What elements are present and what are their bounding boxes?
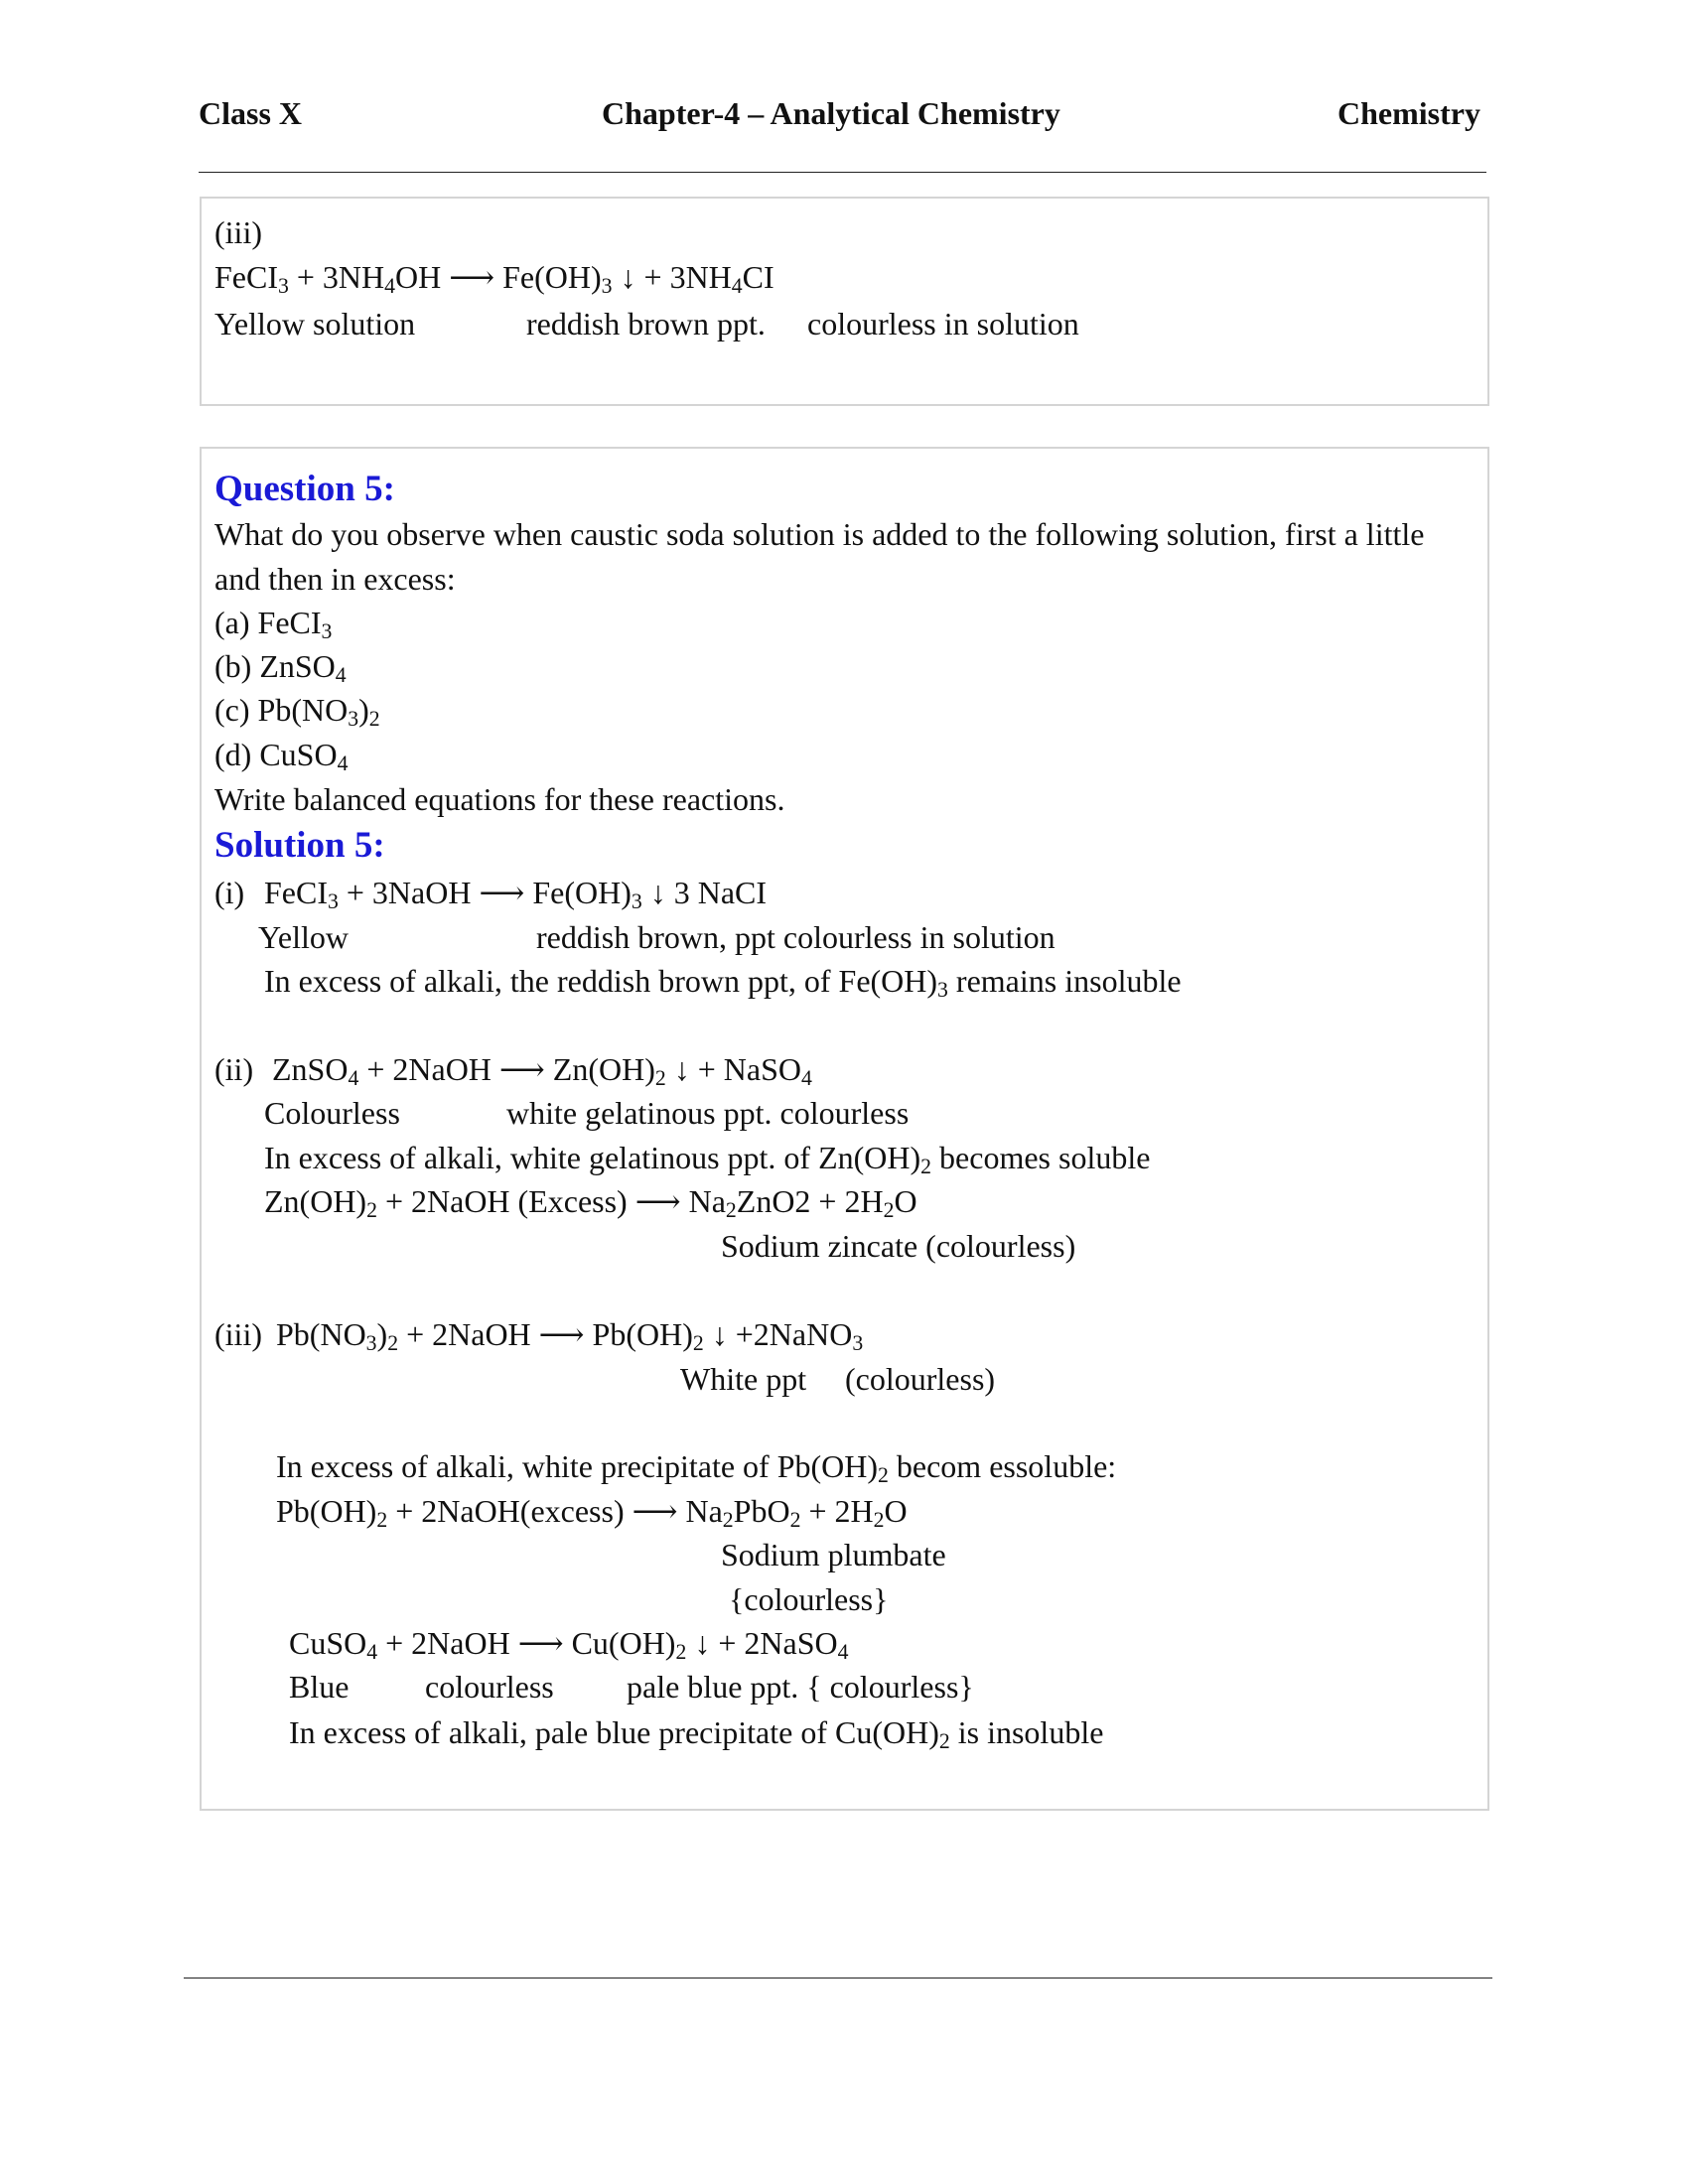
solution-heading: Solution 5: bbox=[214, 825, 385, 866]
product-note: {colourless} bbox=[729, 1581, 889, 1617]
question-text: and then in excess: bbox=[214, 561, 456, 597]
question-instruction: Write balanced equations for these reactions. bbox=[214, 781, 785, 817]
observation-note: White ppt bbox=[680, 1361, 807, 1397]
observation-note: Colourless bbox=[264, 1095, 400, 1131]
question-text: What do you observe when caustic soda solution is added to the following solution, first a little bbox=[214, 516, 1425, 552]
question-heading: Question 5: bbox=[214, 469, 395, 509]
observation-note: reddish brown, ppt colourless in solution bbox=[536, 919, 1055, 955]
observation-note: colourless in solution bbox=[807, 306, 1079, 341]
question-option-d: (d) CuSO$_4$ bbox=[214, 737, 349, 775]
question-option-a: (a) FeCI$_3$ bbox=[214, 605, 333, 643]
observation-note: Yellow solution bbox=[214, 306, 416, 341]
question-option-b: (b) ZnSO$_4$ bbox=[214, 648, 347, 687]
excess-observation: In excess of alkali, white gelatinous ppt. of $Zn(OH)_2$ becomes soluble bbox=[264, 1140, 1151, 1178]
observation-note: white gelatinous ppt. colourless bbox=[506, 1095, 910, 1131]
header-chapter: Chapter-4 – Analytical Chemistry bbox=[602, 95, 1060, 131]
equation-fecl3-naoh: FeCI$_3$ + 3NaOH ⟶ $Fe(OH)_3$ ↓ 3 NaCI bbox=[264, 875, 768, 913]
header-subject: Chemistry bbox=[1337, 95, 1480, 131]
excess-observation: In excess of alkali, pale blue precipitate of $Cu(OH)_2$ is insoluble bbox=[289, 1714, 1104, 1753]
equation-cuso4-naoh: CuSO$_4$ + 2NaOH ⟶ $Cu(OH)_2$ ↓ + 2NaSO$_4$ bbox=[289, 1625, 849, 1664]
excess-observation: In excess of alkali, white precipitate of $Pb(OH)_2$ becom essoluble: bbox=[276, 1448, 1117, 1487]
equation-lead-hydroxide-excess: $Pb(OH)_2$ + 2NaOH(excess) ⟶ $Na_2PbO_2 + 2H_2O$ bbox=[276, 1493, 908, 1532]
question-option-c: (c) $Pb(NO_3)_2$ bbox=[214, 692, 380, 731]
observation-note: colourless bbox=[425, 1669, 554, 1705]
previous-answer-box bbox=[200, 197, 1489, 406]
observation-note: (colourless) bbox=[845, 1361, 996, 1397]
observation-note: reddish brown ppt. bbox=[526, 306, 766, 341]
observation-note: Yellow bbox=[258, 919, 349, 955]
equation-fecl3-nh4oh: FeCI$_3$ + $3NH_4OH$ ⟶ $Fe(OH)_3$ ↓ + $3NH_4CI$ bbox=[214, 259, 774, 298]
product-name: Sodium zincate (colourless) bbox=[721, 1228, 1076, 1264]
part-label: (ii) bbox=[214, 1051, 254, 1087]
part-label: (iii) bbox=[214, 1316, 262, 1352]
equation-zinc-hydroxide-excess: $Zn(OH)_2$ + 2NaOH (Excess) ⟶ $Na_2ZnO2 + 2H_2O$ bbox=[264, 1183, 917, 1222]
part-label: (i) bbox=[214, 875, 245, 910]
equation-znso4-naoh: ZnSO$_4$ + 2NaOH ⟶ $Zn(OH)_2$ ↓ + NaSO$_4$ bbox=[272, 1051, 812, 1090]
header-rule bbox=[199, 172, 1486, 173]
part-label: (iii) bbox=[214, 214, 262, 250]
equation-lead-nitrate-naoh: $Pb(NO_3)_2$ + 2NaOH ⟶ $Pb(OH)_2$ ↓ +2NaNO$_3$ bbox=[276, 1316, 864, 1355]
observation-note: pale blue ppt. { colourless} bbox=[627, 1669, 974, 1705]
product-name: Sodium plumbate bbox=[721, 1537, 946, 1572]
excess-observation: In excess of alkali, the reddish brown ppt, of $Fe(OH)_3$ remains insoluble bbox=[264, 963, 1182, 1002]
footer-rule bbox=[184, 1978, 1492, 1979]
observation-note: Blue bbox=[289, 1669, 350, 1705]
header-class: Class X bbox=[199, 95, 303, 131]
